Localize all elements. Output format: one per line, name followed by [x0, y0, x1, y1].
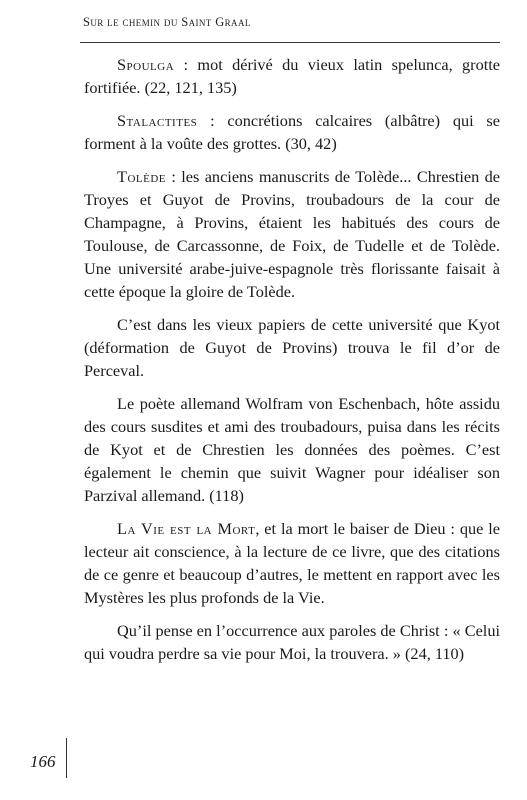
entry-tolede: [84, 165, 500, 303]
entry-text: : mot dérivé du vieux latin spelunca, grotte fortifiée. (22, 121, 135): [84, 55, 500, 97]
entry-text: Qu’il pense en l’occurrence aux paroles de Christ : « Celui qui voudra perdre sa vie pour Moi, la trouvera. » (24, 110): [84, 621, 500, 663]
entry-term: Tolède: [117, 167, 166, 186]
running-title: Sur le chemin du Saint Graal: [83, 15, 251, 29]
paragraph-kyot: [84, 313, 500, 382]
entry-spoulga: [84, 53, 500, 99]
page-number-rule: [66, 738, 67, 778]
entry-text: , et la mort le baiser de Dieu : que le lecteur ait conscience, à la lecture de ce livre, que des citations de ce genre et beaucoup d’autres, le mettent en rapport avec les Mystères les plus profonds de la Vie.: [84, 519, 500, 607]
glossary-body: [84, 53, 500, 675]
entry-stalactites: [84, 109, 500, 155]
header-rule: [80, 42, 500, 43]
entry-text: : les anciens manuscrits de Tolède... Chrestien de Troyes et Guyot de Provins, troubadours de la cour de Champagne, à Provins, étaient les habitués des cours de Toulouse, de Carcassonne, de Foix, de Tudelle et de Tolède. Une université arabe-juive-espagnole très florissante faisait à cette époque la gloire de Tolède.: [84, 167, 500, 301]
page-number: 166: [30, 752, 56, 771]
paragraph-christ-quote: [84, 619, 500, 665]
entry-term: La Vie est la Mort: [117, 519, 256, 538]
entry-term: Spoulga: [117, 55, 175, 74]
entry-la-vie-est-la-mort: [84, 517, 500, 609]
paragraph-wolfram: [84, 392, 500, 507]
entry-term: Stalactites: [117, 111, 198, 130]
entry-text: C’est dans les vieux papiers de cette université que Kyot (déformation de Guyot de Provins) trouva le fil d’or de Perceval.: [84, 315, 500, 380]
entry-text: : concrétions calcaires (albâtre) qui se forment à la voûte des grottes. (30, 42): [84, 111, 500, 153]
entry-text: Le poète allemand Wolfram von Eschenbach, hôte assidu des cours susdites et ami des troubadours, puisa dans les récits de Kyot et de Chrestien les données des poèmes. C’est également le chemin que suivit Wagner pour idéaliser son Parzival allemand. (118): [84, 394, 500, 505]
